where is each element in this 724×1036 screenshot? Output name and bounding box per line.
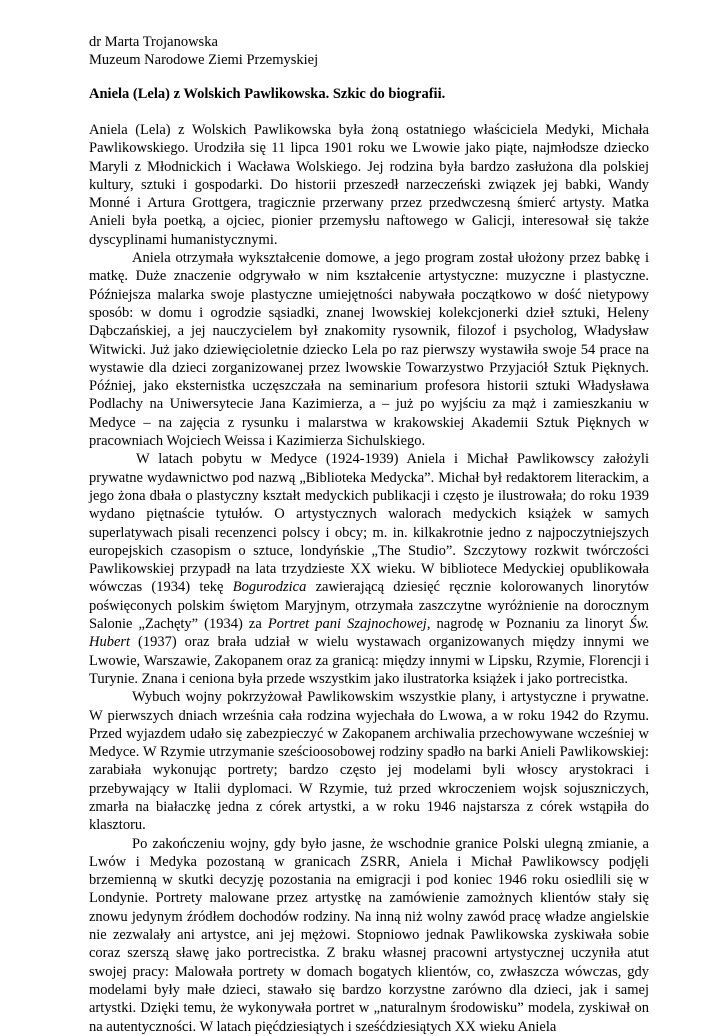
paragraph-5: Po zakończeniu wojny, gdy było jasne, że wschodnie granice Polski ulegną zmianie, a Lwów i Medyka pozostaną w granicach ZSRR, Aniela i Michał Pawlikowscy podjęli brzemienną w skutki decyzję pozostania na emigracji i pod koniec 1946 roku osiedlili się w Londynie. Portrety malowane przez artystkę na zamówienie zamożnych klientów stały się znowu jedynym źródłem dochodów rodziny. Na inną niż wolny zawód pracę władze angielskie nie zezwalały ani artystce, ani jej mężowi. Stopniowo jednak Pawlikowska zyskiwała sobie coraz szerszą sławę jako portrecistka. Z braku własnej pracowni artystycznej uczyniła atut swojej pracy: Malowała portrety w domach bogatych klientów, co, zwłaszcza wówczas, gdy modelami były małe dzieci, stawało się bardzo korzystne zarówno dla dzieci, jak i samej artystki. Dzięki temu, że wykonywała portret w „naturalnym środowisku” modela, zyskiwał on na autentyczności. W latach pięćdziesiątych i sześćdziesiątych XX wieku Aniela bbox=[89, 835, 649, 1035]
paragraph-3-text-b: zawierającą dziesięć ręcznie kolorowanych linorytów poświęconych polskim świętom Maryjnym, otrzymała zaszczytne wyróżnienie na dorocznym Salonie „Zachęty” (1934) za bbox=[89, 579, 649, 633]
author-line: dr Marta Trojanowska bbox=[89, 34, 218, 50]
paragraph-4: Wybuch wojny pokrzyżował Pawlikowskim wszystkie plany, i artystyczne i prywatne. W pierwszych dniach września cała rodzina wyjechała do Lwowa, a w roku 1942 do Rzymu. Przed wyjazdem udało się zabezpieczyć w Zakopanem archiwalia przechowywane wcześniej w Medyce. W Rzymie utrzymanie sześcioosobowej rodziny spadło na barki Anieli Pawlikowskiej: zarabiała wykonując portrety; bardzo często jej modelami byli włoscy arystokraci i przebywający w Italii dyplomaci. W Rzymie, tuż przed wkroczeniem wojsk sojuszniczych, zmarła na białaczkę jedna z córek artystki, a w roku 1946 najstarsza z córek wstąpiła do klasztoru. bbox=[89, 689, 649, 834]
document-body bbox=[89, 121, 649, 1036]
paragraph-3-text-c: , nagrodę w Poznaniu za linoryt bbox=[426, 616, 630, 633]
paragraph-3-text-d: (1937) oraz brała udział w wielu wystawach organizowanych między innymi we Lwowie, Warszawie, Zakopanem oraz za granicą: między innymi w Lipsku, Rzymie, Florencji i Turynie. Znana i ceniona była przede wszystkim jako ilustratorka książek i jako portrecistka. bbox=[89, 634, 649, 687]
paragraph-2: Aniela otrzymała wykształcenie domowe, a jego program został ułożony przez babkę i matkę. Duże znaczenie odgrywało w nim kształcenie artystyczne: muzyczne i plastyczne. Późniejsza malarka swoje plastyczne umiejętności nabywała początkowo w dość nietypowy sposób: w domu i ogrodzie sąsiadki, znanej lwowskiej kolekcjonerki dzieł sztuki, Heleny Dąbczańskiej, a jej nauczycielem był znakomity rysownik, filozof i psycholog, Władysław Witwicki. Już jako dziewięcioletnie dziecko Lela po raz pierwszy wystawiła swoje 54 prace na wystawie dla dzieci zorganizowanej przez lwowskie Towarzystwo Przyjaciół Sztuk Pięknych. Później, jako eksternistka uczęszczała na seminarium profesora historii sztuki Władysława Podlachy na Uniwersytecie Jana Kazimierza, a – już po wyjściu za mąż i zamieszkaniu w Medyce – na zajęcia z rysunku i malarstwa w krakowskiej Akademii Sztuk Pięknych w pracowniach Wojciech Weissa i Kazimierza Sichulskiego. bbox=[89, 250, 649, 450]
document-title: Aniela (Lela) z Wolskich Pawlikowska. Szkic do biografii. bbox=[89, 86, 446, 102]
paragraph-3-text-a: W latach pobytu w Medyce (1924-1939) Aniela i Michał Pawlikowscy założyli prywatne wydawnictwo pod nazwą „Biblioteka Medycka”. Michał był redaktorem literackim, a jego żona dbała o plastyczny kształt medyckich publikacji i często je ilustrowała; do roku 1939 wydano piętnaście tytułów. O artystycznych walorach medyckich książek w samych superlatywach pisali recenzenci polscy i obcy; m. in. kilkakrotnie jedno z najpoczytniejszych europejskich czasopism o sztuce, londyńskie „The Studio”. Szczytowy rozkwit twórczości Pawlikowskiej przypadł na lata trzydzieste XX wieku. W bibliotece Medyckiej opublikowała wówczas (1934) tekę bbox=[89, 451, 649, 596]
paragraph-3 bbox=[89, 450, 649, 688]
title-sw-hubert: Św. Hubert bbox=[89, 616, 649, 651]
title-portret-szajnochowej: Portret pani Szajnochowej bbox=[267, 616, 427, 633]
paragraph-1: Aniela (Lela) z Wolskich Pawlikowska była żoną ostatniego właściciela Medyki, Michała Pawlikowskiego. Urodziła się 11 lipca 1901 roku we Lwowie jako piąte, najmłodsze dziecko Maryli z Młodnickich i Wacława Wolskiego. Jej rodzina była bardzo zasłużona dla polskiej kultury, sztuki i gospodarki. Do historii przeszedł narzeczeński związek jej babki, Wandy Monné i Artura Grottgera, tragicznie przerwany przez przedwczesną śmierć artysty. Matka Anieli była poetką, a ojciec, pionier przemysłu naftowego w Galicji, interesował się także dyscyplinami humanistycznymi. bbox=[89, 122, 649, 248]
title-bogurodzica: Bogurodzica bbox=[232, 579, 307, 596]
document-header bbox=[89, 33, 649, 70]
institution-line: Muzeum Narodowe Ziemi Przemyskiej bbox=[89, 52, 319, 69]
